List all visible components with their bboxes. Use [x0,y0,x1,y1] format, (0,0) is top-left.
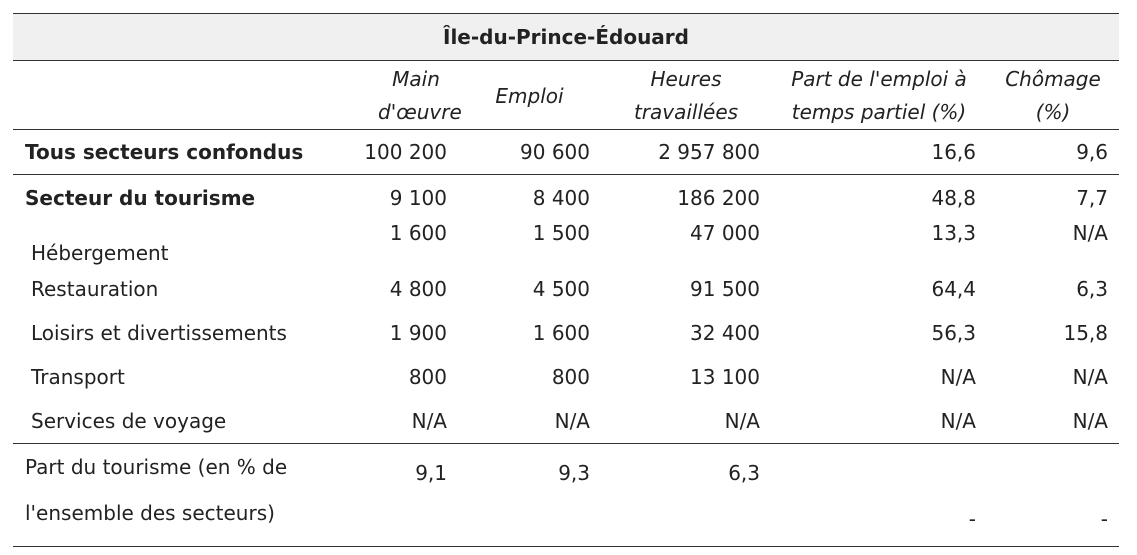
table-row [13,130,1119,175]
cell: 16,6 [931,140,976,164]
header-row [13,61,1119,130]
cell: - [987,444,1119,547]
cell: 9,3 [458,444,601,547]
row-label: Part du tourisme (en % de l'ensemble des secteurs) [13,444,358,547]
cell: 1 500 [532,221,590,245]
cell: 64,4 [931,277,976,301]
header-hours-worked: Heures travaillées [601,61,771,130]
cell: 13,3 [931,221,976,245]
table-row [13,267,1119,311]
cell: 800 [551,365,590,389]
row-label: Services de voyage [31,409,227,433]
table-row [13,355,1119,399]
cell: 13 100 [690,365,760,389]
cell: N/A [940,409,976,433]
cell: 7,7 [987,175,1119,222]
cell: 90 600 [520,140,590,164]
cell: 47 000 [690,221,760,245]
row-label: Restauration [31,277,159,301]
header-part-time-share: Part de l'emploi à temps partiel (%) [771,61,987,130]
row-label: Tous secteurs confondus [25,140,304,164]
cell: 91 500 [690,277,760,301]
table-title-bar [13,13,1119,61]
header-unemployment: Chômage (%) [987,61,1119,130]
row-label: Secteur du tourisme [13,175,358,222]
cell: N/A [554,409,590,433]
cell: 4 800 [389,277,447,301]
header-labour-force: Main d'œuvre [358,61,458,130]
cell: N/A [1072,221,1108,245]
cell: 9,6 [1076,140,1108,164]
cell: 48,8 [771,175,987,222]
cell: - [771,444,987,547]
cell: 9 100 [358,175,458,222]
cell: 32 400 [690,321,760,345]
cell: 6,3 [1076,277,1108,301]
cell: 56,3 [931,321,976,345]
row-label: Loisirs et divertissements [31,321,287,345]
cell: 100 200 [364,140,447,164]
cell: N/A [1072,365,1108,389]
table-container [13,13,1119,547]
cell: 1 900 [389,321,447,345]
cell: 2 957 800 [658,140,760,164]
cell: N/A [1072,409,1108,433]
header-employment: Emploi [458,61,601,130]
cell: 8 400 [458,175,601,222]
data-table [13,61,1119,547]
table-row [13,175,1119,222]
table-row [13,444,1119,547]
header-label [13,61,358,130]
cell: 1 600 [389,221,447,245]
table-title: Île-du-Prince-Édouard [443,25,689,49]
cell: 800 [408,365,447,389]
table-row [13,399,1119,444]
cell: N/A [940,365,976,389]
table-row [13,311,1119,355]
cell: 9,1 [358,444,458,547]
row-label: Hébergement [31,241,169,265]
cell: 1 600 [532,321,590,345]
cell: 6,3 [601,444,771,547]
cell: 186 200 [601,175,771,222]
table-row [13,221,1119,267]
row-label: Transport [31,365,125,389]
cell: 15,8 [1063,321,1108,345]
cell: N/A [724,409,760,433]
cell: N/A [411,409,447,433]
cell: 4 500 [532,277,590,301]
